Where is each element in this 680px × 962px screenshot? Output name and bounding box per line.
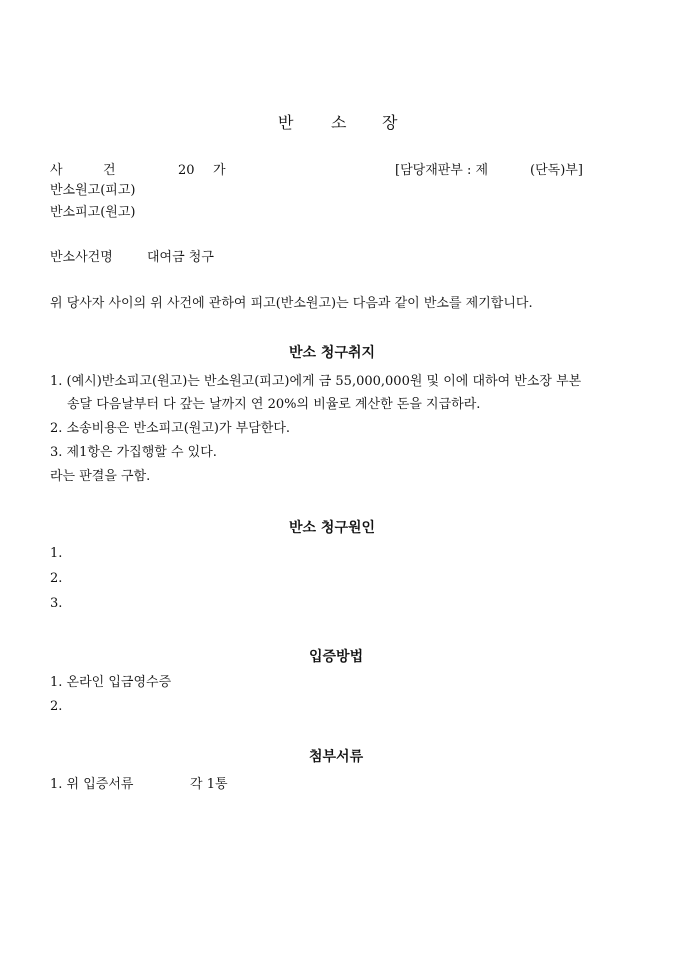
- evidence-item-1: 1. 온라인 입금영수증: [50, 675, 172, 690]
- causes-item-1: 1.: [50, 546, 63, 561]
- claims-item-1-line-1: 1. (예시)반소피고(원고)는 반소원고(피고)에게 금 55,000,000원 및 이에 대하여 반소장 부본: [50, 374, 582, 389]
- case-label-sa: 사: [50, 163, 63, 178]
- attachments-item-1-count: 각 1통: [190, 777, 228, 792]
- case-ga: 가: [213, 163, 226, 178]
- causes-heading: 반소 청구원인: [289, 520, 376, 536]
- causes-item-2: 2.: [50, 571, 63, 586]
- claims-item-1-line-2: 송달 다음날부터 다 갚는 날까지 연 20%의 비율로 계산한 돈을 지급하라.: [67, 397, 481, 412]
- claims-closing: 라는 판결을 구함.: [50, 469, 151, 484]
- attachments-item-1-label: 1. 위 입증서류: [50, 777, 134, 792]
- title-char-2: 소: [331, 113, 347, 132]
- counter-defendant: 반소피고(원고): [50, 205, 136, 220]
- causes-item-3: 3.: [50, 596, 63, 611]
- title-char-3: 장: [382, 113, 398, 132]
- court-panel-label: [담당재판부 : 제: [395, 163, 489, 178]
- evidence-item-2: 2.: [50, 699, 63, 714]
- case-year: 20: [178, 163, 195, 178]
- claims-item-2: 2. 소송비용은 반소피고(원고)가 부담한다.: [50, 421, 291, 436]
- title-char-1: 반: [278, 113, 294, 132]
- claims-item-3: 3. 제1항은 가집행할 수 있다.: [50, 445, 217, 460]
- counter-plaintiff: 반소원고(피고): [50, 183, 136, 198]
- case-name-value: 대여금 청구: [147, 250, 214, 265]
- attachments-heading: 첨부서류: [309, 749, 364, 765]
- court-panel-type: (단독)부]: [530, 163, 583, 178]
- evidence-heading: 입증방법: [309, 649, 364, 665]
- intro-text: 위 당사자 사이의 위 사건에 관하여 피고(반소원고)는 다음과 같이 반소를 제기합니다.: [50, 296, 533, 311]
- claims-heading: 반소 청구취지: [289, 345, 376, 361]
- case-label-geon: 건: [103, 163, 116, 178]
- case-name-label: 반소사건명: [50, 250, 113, 265]
